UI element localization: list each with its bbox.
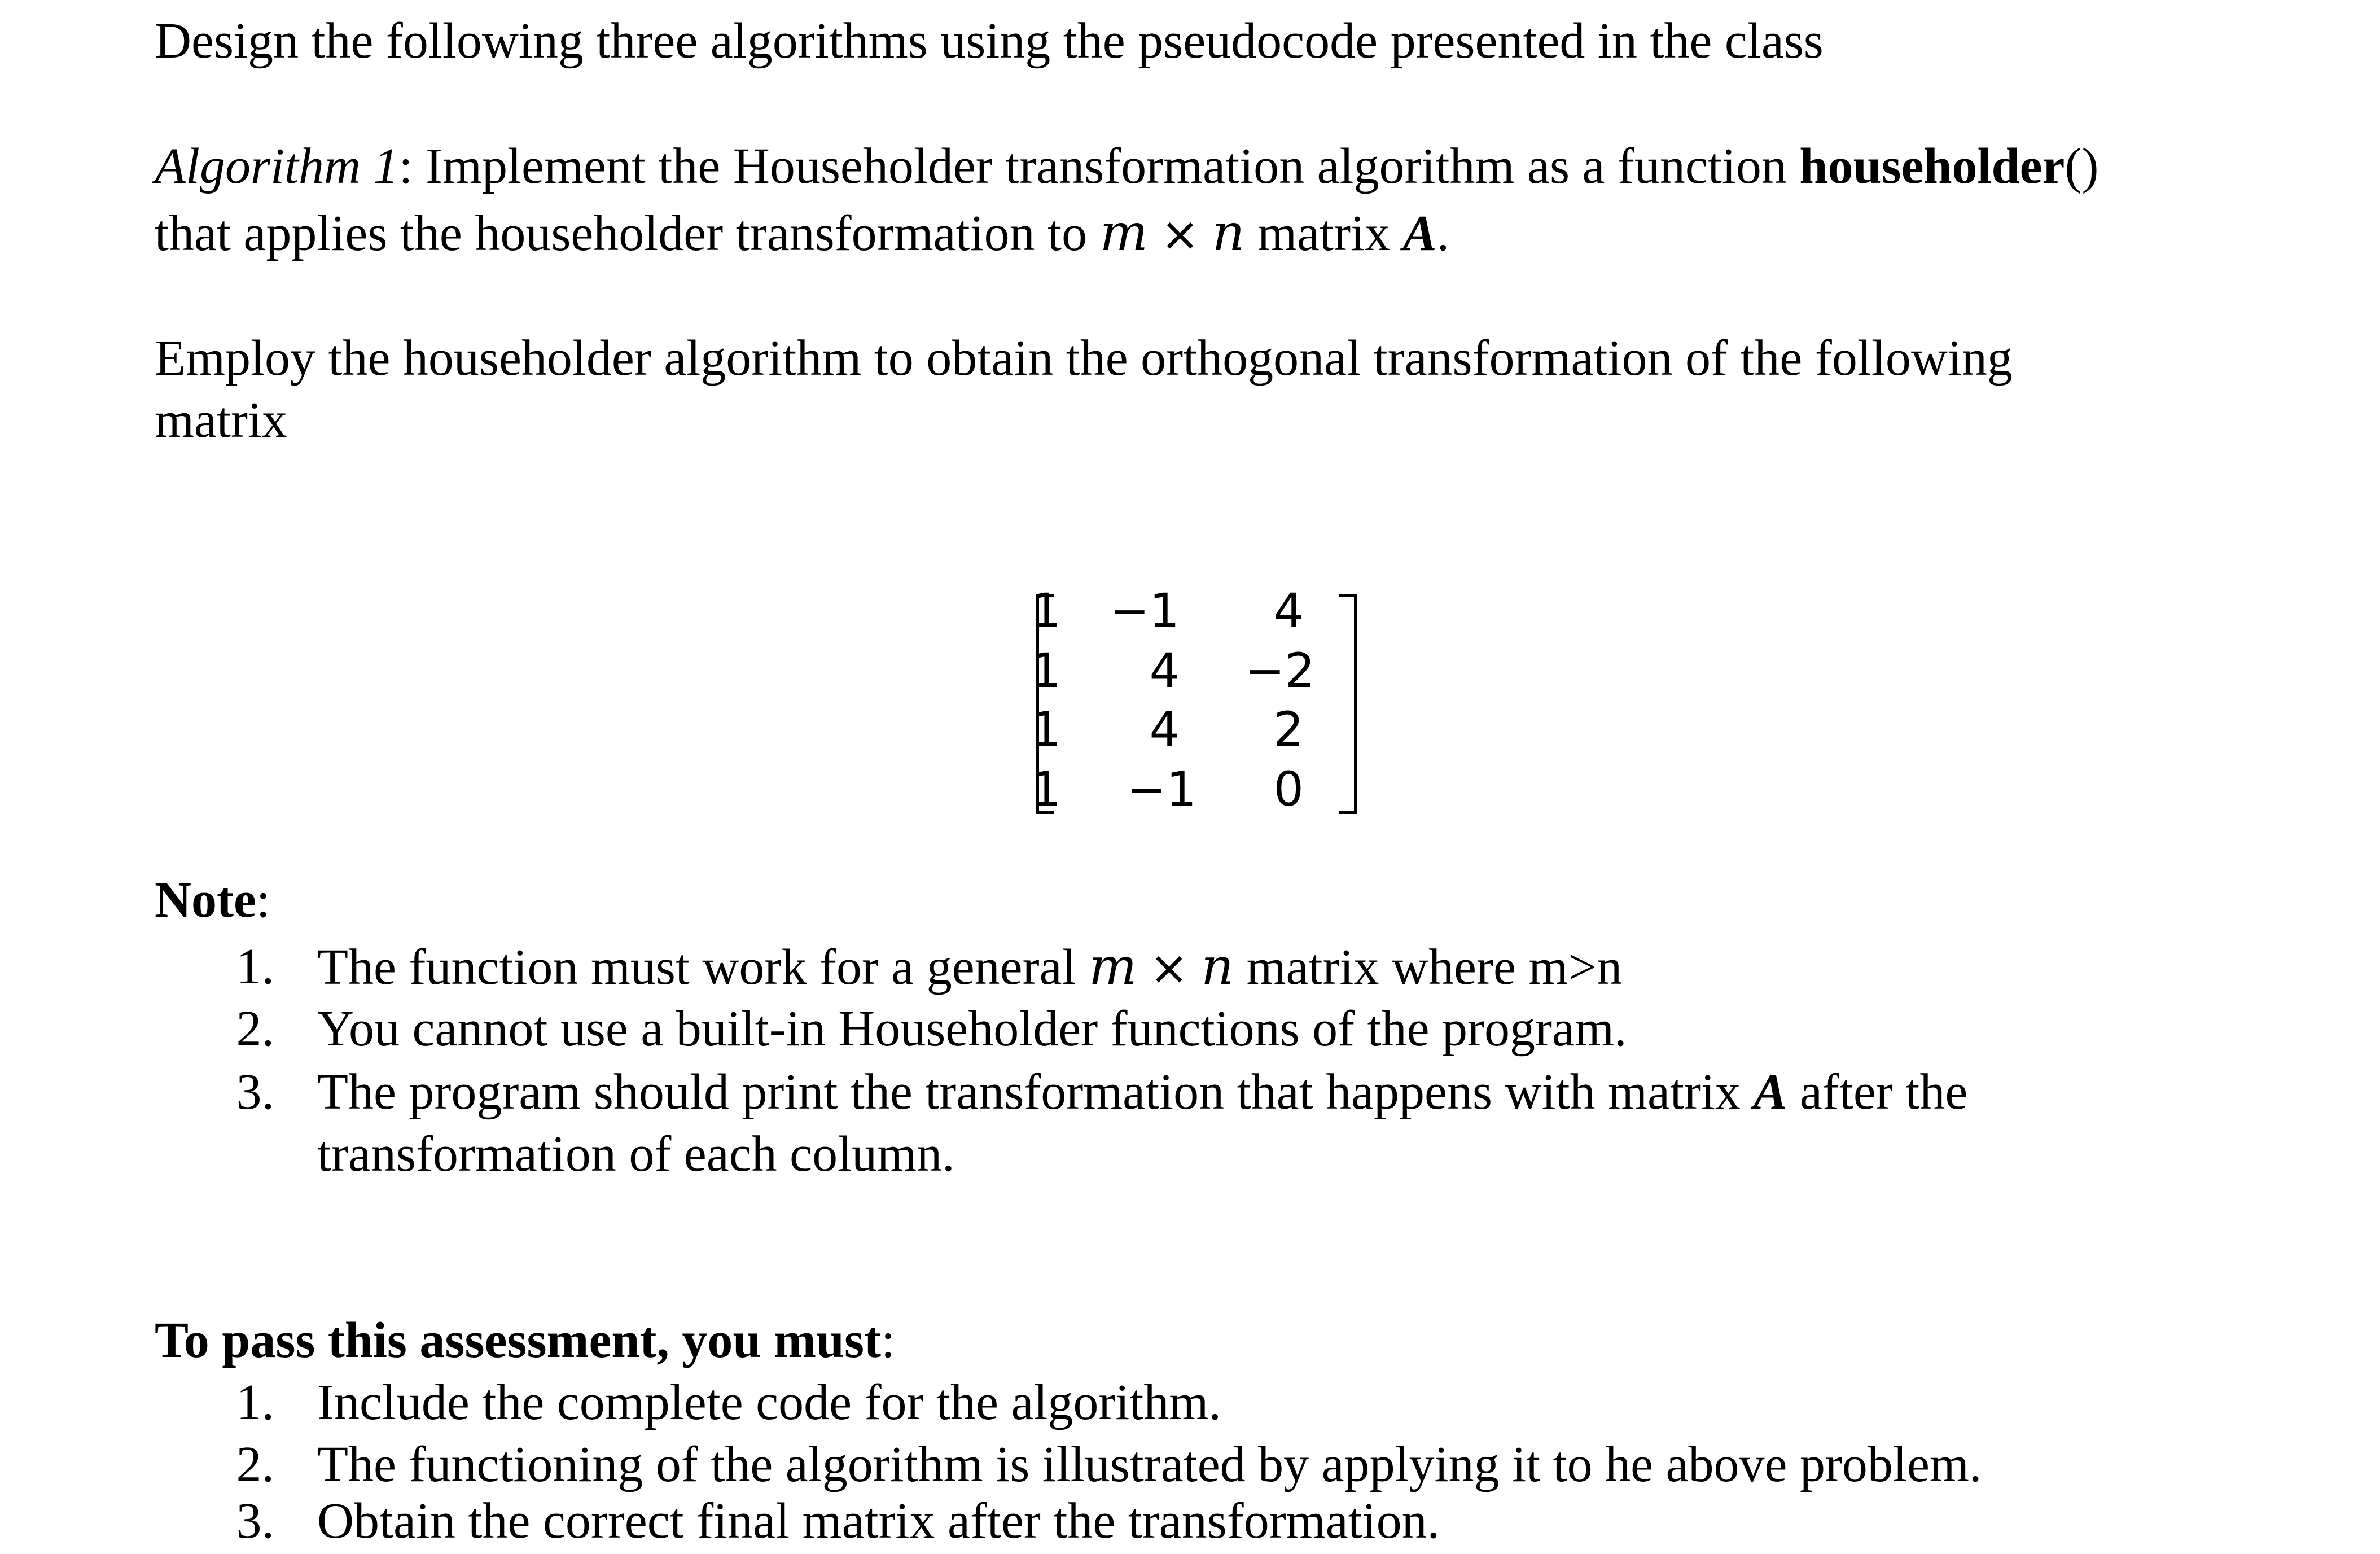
matrix-cell: −2 bbox=[1245, 643, 1315, 698]
list-item-continuation: transformation of each column. bbox=[317, 1126, 955, 1182]
function-parens: () bbox=[2065, 138, 2099, 194]
algorithm1-line2-mid: matrix bbox=[1244, 205, 1403, 261]
var-n: n bbox=[1201, 937, 1234, 996]
list-text-suffix: matrix where m>n bbox=[1234, 939, 1623, 995]
list-text-suffix: after the bbox=[1787, 1064, 1968, 1120]
list-text bbox=[317, 936, 1622, 1000]
matrix-cell: −1 bbox=[1127, 761, 1196, 817]
list-number: 3. bbox=[236, 1493, 274, 1549]
var-A: A bbox=[1402, 205, 1437, 261]
var-m: m bbox=[1099, 203, 1148, 262]
list-text: Include the complete code for the algorithm. bbox=[317, 1374, 1221, 1430]
list-text: You cannot use a built-in Householder functions of the program. bbox=[317, 1001, 1627, 1057]
list-text: Obtain the correct final matrix after the transformation. bbox=[317, 1493, 1440, 1549]
list-number: 1. bbox=[236, 1374, 274, 1430]
list-text bbox=[317, 1061, 1967, 1123]
matrix-cell: 4 bbox=[1149, 702, 1180, 757]
list-text-prefix: The program should print the transformation that happens with matrix bbox=[317, 1064, 1754, 1120]
matrix-right-bracket bbox=[1339, 594, 1357, 814]
matrix bbox=[1027, 570, 1366, 818]
employ-line2: matrix bbox=[155, 392, 287, 448]
var-m: m bbox=[1089, 937, 1137, 996]
matrix-cell: 4 bbox=[1149, 643, 1180, 698]
matrix-cell: 4 bbox=[1273, 583, 1304, 638]
matrix-cell: 1 bbox=[1031, 643, 1061, 698]
list-number: 1. bbox=[236, 939, 274, 995]
times-symbol: × bbox=[1160, 208, 1200, 261]
algorithm1-period: . bbox=[1436, 205, 1450, 261]
matrix-cell: 1 bbox=[1031, 702, 1061, 757]
algorithm1-label: Algorithm 1 bbox=[155, 138, 399, 194]
matrix-cell: 2 bbox=[1273, 702, 1304, 757]
var-A: A bbox=[1753, 1064, 1787, 1120]
algorithm1-colon: : bbox=[398, 138, 413, 194]
list-number: 2. bbox=[236, 1437, 274, 1492]
matrix-cell: 0 bbox=[1273, 761, 1304, 817]
matrix-cell: −1 bbox=[1110, 583, 1180, 638]
algorithm1-line2-text: that applies the householder transformation to bbox=[155, 205, 1100, 261]
matrix-cell: 1 bbox=[1031, 583, 1061, 638]
assessment-heading-text: To pass this assessment, you must bbox=[155, 1312, 881, 1368]
list-number: 3. bbox=[236, 1064, 274, 1120]
list-text-prefix: The function must work for a general bbox=[317, 939, 1089, 995]
note-heading-text: Note bbox=[155, 872, 256, 928]
matrix-cell: 1 bbox=[1031, 761, 1061, 817]
note-heading bbox=[155, 869, 270, 931]
assessment-colon: : bbox=[880, 1312, 895, 1368]
var-n: n bbox=[1212, 203, 1245, 262]
list-text: The functioning of the algorithm is illustrated by applying it to he above problem. bbox=[317, 1437, 1982, 1492]
times-symbol: × bbox=[1149, 942, 1189, 995]
algorithm1-line2 bbox=[155, 202, 1449, 266]
list-number: 2. bbox=[236, 1001, 274, 1057]
employ-line1: Employ the householder algorithm to obtain the orthogonal transformation of the following bbox=[155, 330, 2013, 386]
algorithm1-description: Implement the Householder transformation algorithm as a function bbox=[413, 138, 1800, 194]
intro-text: Design the following three algorithms using the pseudocode presented in the class bbox=[155, 13, 1824, 69]
function-name: householder bbox=[1799, 138, 2065, 194]
assessment-heading bbox=[155, 1310, 895, 1372]
algorithm1-line1 bbox=[155, 135, 2098, 198]
note-colon: : bbox=[256, 872, 270, 928]
